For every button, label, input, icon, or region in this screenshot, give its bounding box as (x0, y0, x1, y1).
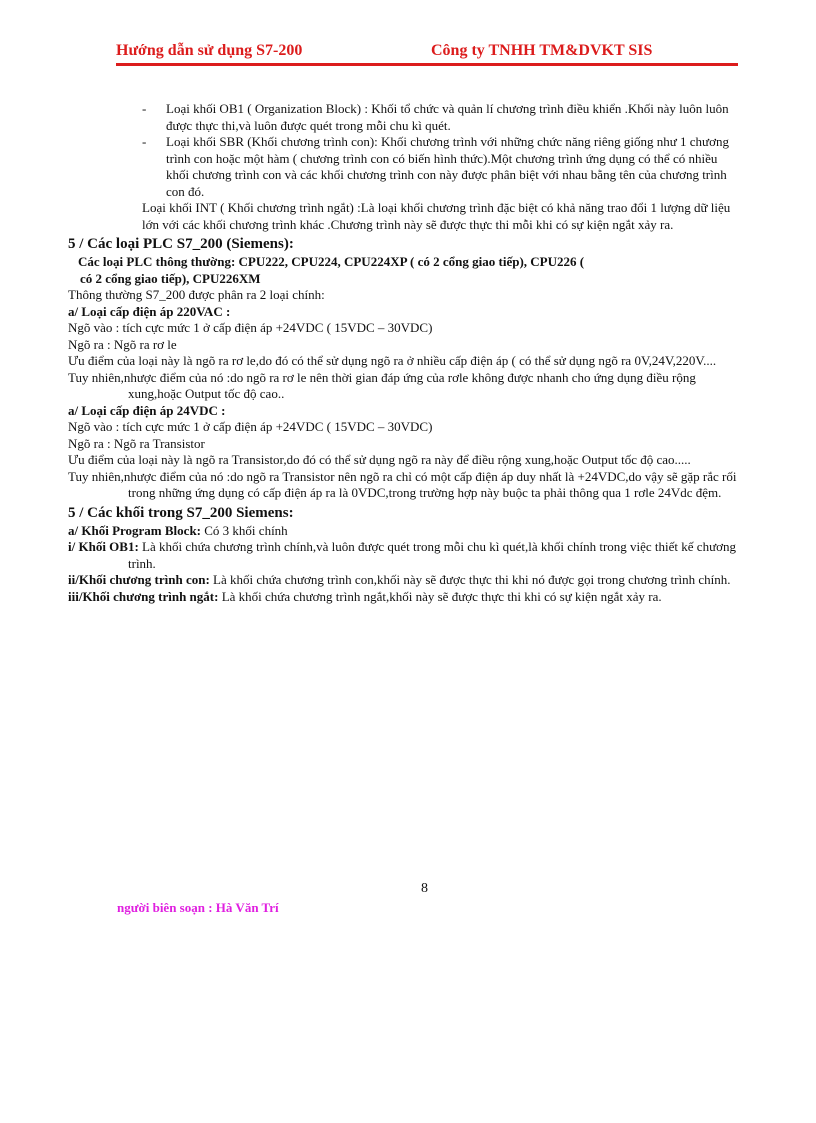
program-block-label: a/ Khối Program Block: (68, 522, 202, 538)
page-header (116, 42, 738, 64)
ob1-block-line (68, 539, 738, 572)
bullet-sbr (68, 134, 738, 200)
plc-common-line1: Các loại PLC thông thường: CPU222, CPU224, CPU224XP ( có 2 cổng giao tiếp), CPU226 ( (78, 254, 585, 269)
header-company: Công ty TNHH TM&DVKT SIS (431, 42, 653, 59)
int-block-label: iii/Khối chương trình ngắt: (68, 588, 219, 604)
plc-common-line2: có 2 cổng giao tiếp), CPU226XM (80, 270, 261, 286)
dc-disadvantage: Tuy nhiên,nhược điểm của nó :do ngõ ra Transistor nên ngõ ra chỉ có một cấp điện áp duy nhất là +24VDC,do vậy sẽ gặp rắc rối trong những ứng dụng có cấp điện áp ra là 0VDC,trong trường hợp này buộc ta phải thông qua 1 rơle 24Vdc đệm. (68, 468, 737, 500)
page-number: 8 (421, 881, 428, 896)
ac-title: a/ Loại cấp điện áp 220VAC : (68, 303, 231, 319)
program-block-text: Có 3 khối chính (204, 522, 288, 538)
sub-block-line (68, 572, 738, 589)
author-credit: người biên soạn : Hà Văn Trí (117, 900, 279, 915)
ac-output: Ngõ ra : Ngõ ra rơ le (68, 336, 177, 352)
int-block-text: Là khối chứa chương trình ngắt,khối này sẽ được thực thi khi có sự kiện ngắt xảy ra. (221, 588, 662, 604)
section-blocks-title: 5 / Các khối trong S7_200 Siemens: (68, 504, 294, 521)
section-plc-title: 5 / Các loại PLC S7_200 (Siemens): (68, 236, 294, 252)
plc-common-types (68, 254, 738, 287)
dc-advantage: Ưu điểm của loại này là ngõ ra Transistor,do đó có thể sử dụng ngõ ra này để điều rộng xung,hoặc Output tốc độ cao..... (68, 452, 691, 467)
header-title: Hướng dẫn sử dụng S7-200 (116, 42, 303, 59)
int-paragraph: Loại khối INT ( Khối chương trình ngắt) :Là loại khối chương trình đặc biệt có khả năng trao đổi 1 lượng dữ liệu lớn với các khối chương trình khác .Chương trình này sẽ được thực thi mỗi khi có sự kiện ngắt xảy ra. (142, 200, 731, 232)
dc-output: Ngõ ra : Ngõ ra Transistor (68, 435, 205, 451)
bullet-ob1 (68, 101, 738, 134)
header-rule (116, 63, 738, 66)
bullet-dash: - (142, 101, 147, 116)
bullet-ob1-text: Loại khối OB1 ( Organization Block) : Khối tổ chức và quản lí chương trình điều khiển .Khối này luôn luôn được thực thi,và luôn được quét trong mỗi chu kì quét. (166, 101, 729, 133)
bullet-sbr-text: Loại khối SBR (Khối chương trình con): Khối chương trình với những chức năng riêng giống như 1 chương trình con hoặc một hàm ( chương trình con có biến hình thức).Một chương trình ứng dụng có thể có nhiều khối chương trình con và các khối chương trình con này được phân biệt với nhau bằng tên của chương trình con đó. (166, 134, 729, 199)
ob1-block-text: Là khối chứa chương trình chính,và luôn được quét trong mỗi chu kì quét,là khối chính trong việc thiết kế chương trình. (128, 539, 736, 571)
bullet-dash: - (142, 134, 147, 149)
sub-block-text: Là khối chứa chương trình con,khối này sẽ được thực thi khi nó được gọi trong chương trình chính. (213, 572, 731, 587)
ac-advantage: Ưu điểm của loại này là ngõ ra rơ le,do đó có thể sử dụng ngõ ra ở nhiều cấp điện áp ( có thể sử dụng ngõ ra 0V,24V,220V.... (68, 353, 717, 368)
dc-title: a/ Loại cấp điện áp 24VDC : (68, 402, 226, 418)
plc-intro: Thông thường S7_200 được phân ra 2 loại chính: (68, 287, 325, 302)
sub-block-label: ii/Khối chương trình con: (68, 572, 210, 587)
ac-input: Ngõ vào : tích cực mức 1 ở cấp điện áp +24VDC ( 15VDC – 30VDC) (68, 320, 433, 335)
page-content (68, 101, 738, 605)
int-block-line (68, 589, 738, 606)
dc-input: Ngõ vào : tích cực mức 1 ở cấp điện áp +24VDC ( 15VDC – 30VDC) (68, 419, 433, 434)
program-block-line (68, 523, 738, 540)
ac-disadvantage: Tuy nhiên,nhược điểm của nó :do ngõ ra rơ le nên thời gian đáp ứng của rơle không được nhanh cho ứng dụng điều rộng xung,hoặc Output tốc độ cao.. (68, 369, 696, 401)
ob1-block-label: i/ Khối OB1: (68, 539, 139, 554)
